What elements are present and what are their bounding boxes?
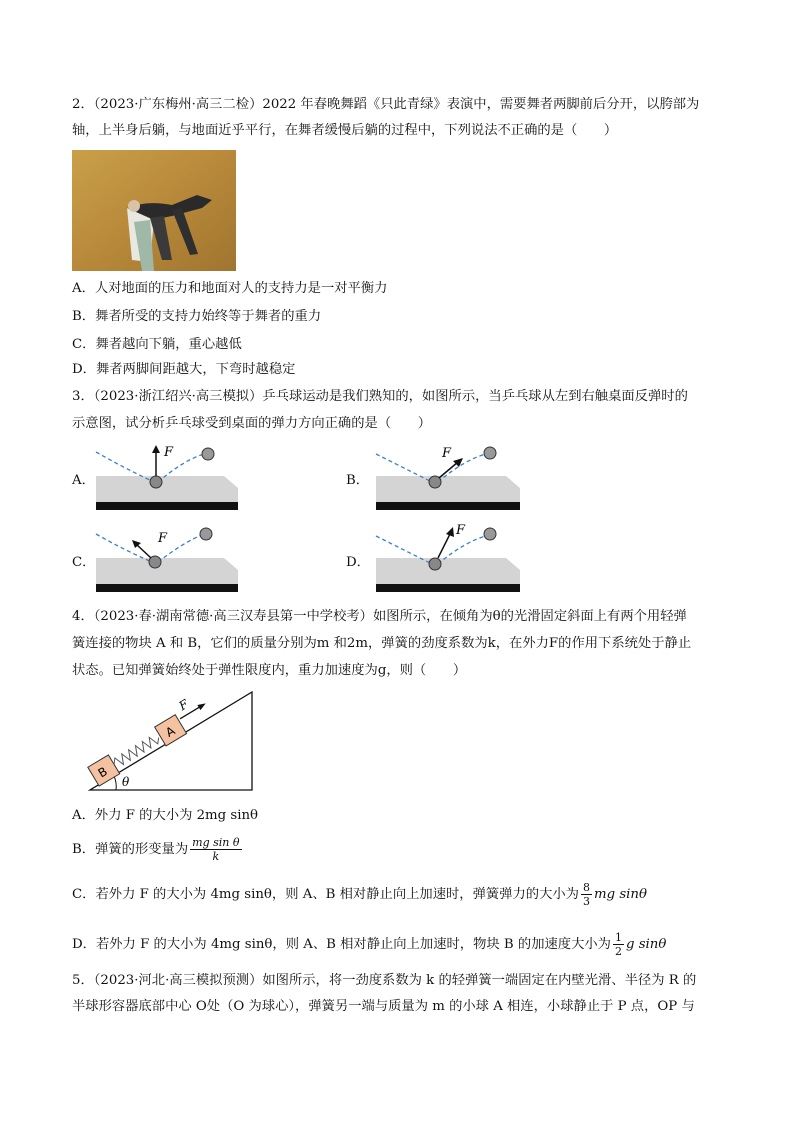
q4-option-b — [72, 836, 244, 863]
force-label: F — [158, 531, 168, 546]
q3-figure-b — [374, 440, 524, 512]
force-label: F — [164, 445, 174, 460]
q2-stem-line2: 轴，上半身后躺，与地面近乎平行，在舞者缓慢后躺的过程中，下列说法不正确的是（ ） — [72, 123, 618, 138]
q4-option-b-fraction: $\frac{\text{mg sin θ}}{k}$ — [192, 836, 240, 863]
q2-stem-line1: 2．（2023·广东梅州·高三二检）2022 年春晚舞蹈《只此青绿》表演中，需要舞者两脚前后分开，以胯部为 — [72, 97, 700, 112]
q4-stem-line1: 4．（2023·春·湖南常德·高三汉寿县第一中学校考）如图所示，在倾角为θ的光滑固定斜面上有两个用轻弹 — [72, 609, 687, 624]
q4-stem-line2: 簧连接的物块 A 和 B，它们的质量分别为m 和2m，弹簧的劲度系数为k，在外力F的作用下系统处于静止 — [72, 636, 692, 651]
force-f-label: F — [176, 696, 191, 714]
block-b-label: B — [95, 764, 110, 781]
q3-stem-line2: 示意图，试分析乒乓球受到桌面的弹力方向正确的是（ ） — [72, 416, 432, 431]
q4-option-c — [72, 881, 647, 908]
q5-stem-line2: 半球形容器底部中心 O处（O 为球心），弹簧另一端与质量为 m 的小球 A 相连，小球静止于 P 点，OP 与 — [72, 999, 695, 1014]
q3-figure-a — [94, 440, 240, 512]
force-label: F — [442, 446, 452, 461]
q4-option-c-suffix: mg sinθ — [593, 887, 647, 902]
angle-label: θ — [122, 775, 130, 789]
q3-stem-line1: 3．（2023·浙江绍兴·高三模拟）乒乓球运动是我们熟知的，如图所示，当乒乓球从左到右触桌面反弹时的 — [72, 389, 688, 404]
q2-option-d: D．舞者两脚间距越大，下弯时越稳定 — [72, 362, 296, 377]
q4-option-c-fraction: $\frac{8}{3}$ — [582, 881, 590, 908]
q2-option-a: A．人对地面的压力和地面对人的支持力是一对平衡力 — [72, 281, 388, 296]
q3-figure-d — [374, 522, 524, 594]
q4-option-d — [72, 931, 666, 958]
dancer-photo — [72, 150, 236, 271]
q3-figure-c — [94, 522, 240, 594]
q4-stem-line3: 状态。已知弹簧始终处于弹性限度内，重力加速度为g，则（ ） — [72, 663, 467, 678]
q3-label-c: C． — [72, 555, 96, 570]
q4-option-d-suffix: g sinθ — [625, 937, 667, 952]
force-label: F — [456, 523, 466, 538]
q3-label-b: B． — [346, 473, 370, 488]
block-a-label: A — [163, 723, 178, 740]
q4-incline-figure — [86, 690, 258, 794]
q4-option-a: A．外力 F 的大小为 2mg sinθ — [72, 808, 259, 823]
q4-option-d-fraction: $\frac{1}{2}$ — [614, 931, 622, 958]
q2-option-b: B．舞者所受的支持力始终等于舞者的重力 — [72, 309, 322, 324]
q5-stem-line1: 5．（2023·河北·高三模拟预测）如图所示，将一劲度系数为 k 的轻弹簧一端固定在内壁光滑、半径为 R 的 — [72, 973, 697, 988]
q4-option-d-text: D．若外力 F 的大小为 4mg sinθ，则 A、B 相对静止向上加速时，物块 B 的加速度大小为 — [72, 937, 611, 952]
q2-option-c: C．舞者越向下躺，重心越低 — [72, 337, 242, 352]
q3-label-a: A． — [72, 473, 95, 488]
q3-label-d: D． — [346, 555, 370, 570]
q4-option-c-text: C．若外力 F 的大小为 4mg sinθ，则 A、B 相对静止向上加速时，弹簧弹力的大小为 — [72, 887, 579, 902]
q4-option-b-text: B．弹簧的形变量为 — [72, 842, 189, 857]
